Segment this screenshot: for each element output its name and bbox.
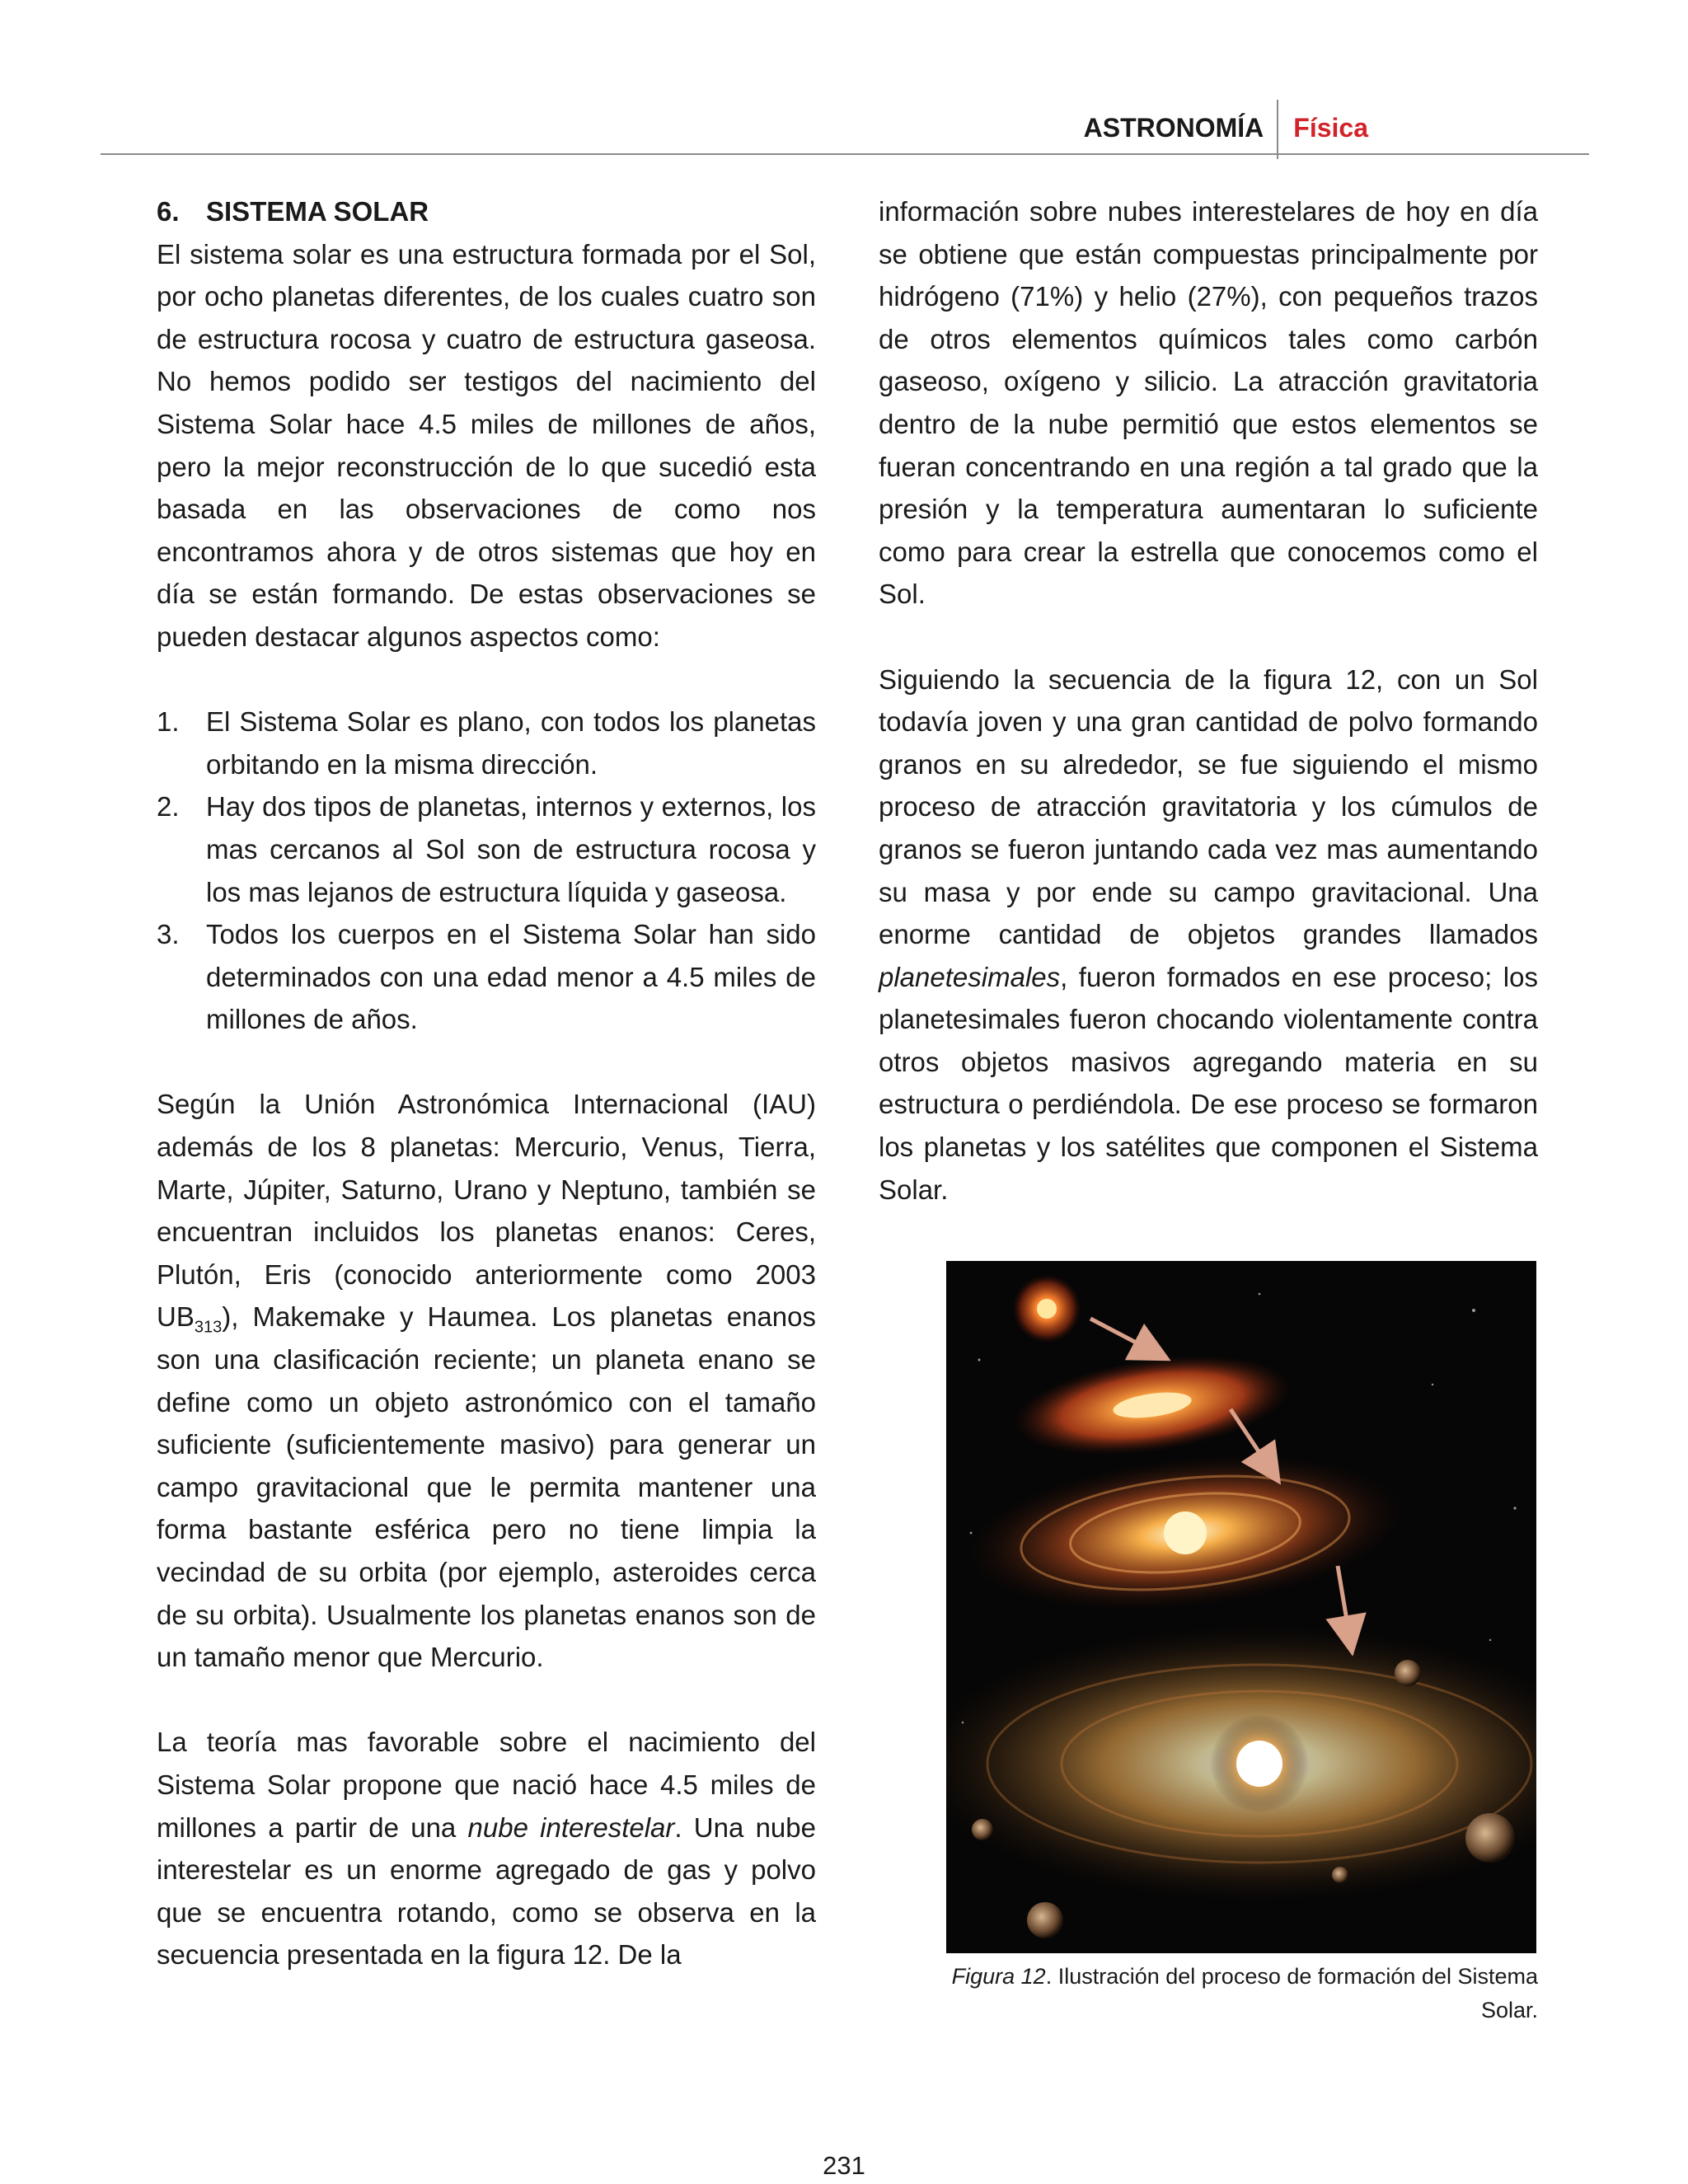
list-item-number: 3. (157, 919, 180, 950)
solar-system-formation-illustration (946, 1261, 1536, 1953)
caption-text: . Ilustración del proceso de formación del Sistema Solar. (1045, 1964, 1538, 2022)
iau-text-1: Según la Unión Astronómica Internacional (IAU) además de los 8 planetas: Mercurio, Venus, Tierra, Marte, Júpiter, Saturno, Urano y Neptuno, también se encuentran incluidos los planetas enanos: Ceres, Plutón, Eris (conocido anteriormente como 2003 UB (157, 1089, 816, 1333)
header-subject: ASTRONOMÍA (1083, 113, 1264, 143)
list-item-number: 2. (157, 791, 180, 823)
section-number: 6. (157, 196, 180, 227)
paragraph-gap (157, 658, 816, 701)
sequence-text-2: , fueron formados en ese proceso; los planetesimales fueron chocando violentamente contra otros objetos masivos agregando materia en su estructura o perdiéndola. De ese proceso se formaron los planetas y los satélites que componen el Sistema Solar. (879, 961, 1538, 1205)
paragraph-gap (879, 616, 1538, 658)
theory-text-1: La teoría mas favorable sobre el nacimiento del Sistema Solar propone que nació hace 4.5 miles de millones a partir de una (157, 1727, 816, 1843)
section-title-text: SISTEMA SOLAR (206, 196, 429, 227)
paragraph-gap (157, 1679, 816, 1722)
sequence-paragraph (879, 658, 1538, 1212)
header-area: Física (1293, 113, 1368, 143)
list-item-number: 1. (157, 706, 180, 738)
list-item (157, 785, 816, 913)
stage-1-cloud (1012, 1274, 1081, 1343)
caption-label: Figura 12 (951, 1964, 1046, 1989)
sequence-emphasis: planetesimales (879, 961, 1061, 992)
list-item-text: Hay dos tipos de planetas, internos y externos, los mas cercanos al Sol son de estructura rocosa y los mas lejanos de estructura líquida y gaseosa. (206, 791, 816, 907)
page-number: 231 (823, 2151, 865, 2180)
page-header (1084, 105, 1368, 150)
theory-text-2: . Una nube interestelar es un enorme agregado de gas y polvo que se encuentra rotando, como se observa en la secuencia presentada en la figura 12. De la (157, 1811, 816, 1971)
right-column (879, 190, 1538, 1211)
header-rule (101, 153, 1589, 155)
cloud-paragraph: información sobre nubes interestelares de hoy en día se obtiene que están compuestas principalmente por hidrógeno (71%) y helio (27%), con pequeños trazos de otros elementos químicos tales como carbón gaseoso, oxígeno y silicio. La atracción gravitatoria dentro de la nube permitió que estos elementos se fueran concentrando en una región a tal grado que la presión y la temperatura aumentaran lo suficiente como para crear la estrella que conocemos como el Sol. (879, 196, 1538, 610)
section-title (157, 190, 816, 233)
list-item-text: Todos los cuerpos en el Sistema Solar han sido determinados con una edad menor a 4.5 miles de millones de años. (206, 919, 816, 1035)
iau-paragraph (157, 1083, 816, 1678)
left-column (157, 190, 816, 1976)
theory-emphasis: nube interestelar (467, 1811, 675, 1843)
paragraph-gap (157, 1041, 816, 1084)
list-item (157, 913, 816, 1041)
illustration-svg (946, 1261, 1536, 1953)
list-item-text: El Sistema Solar es plano, con todos los planetas orbitando en la misma dirección. (206, 706, 816, 780)
aspects-list (157, 701, 816, 1041)
theory-paragraph (157, 1721, 816, 1976)
iau-subscript: 313 (194, 1319, 223, 1338)
sequence-text-1: Siguiendo la secuencia de la figura 12, con un Sol todavía joven y una gran cantidad de polvo formando granos en su alrededor, se fue siguiendo el mismo proceso de atracción gravitatoria y los cúmulos de granos se fueron juntando cada vez mas aumentando su masa y por ende su campo gravitacional. Una enorme cantidad de objetos grandes llamados (879, 663, 1538, 950)
figure-caption (898, 1960, 1538, 2027)
intro-paragraph: El sistema solar es una estructura formada por el Sol, por ocho planetas diferentes, de los cuales cuatro son de estructura rocosa y cuatro de estructura gaseosa. No hemos podido ser testigos del nacimiento del Sistema Solar hace 4.5 miles de millones de años, pero la mejor reconstrucción de lo que sucedió esta basada en las observaciones de como nos encontramos ahora y de otros sistemas que hoy en día se están formando. De estas observaciones se pueden destacar algunos aspectos como: (157, 238, 816, 652)
list-item (157, 701, 816, 785)
iau-text-2: ), Makemake y Haumea. Los planetas enanos son una clasificación reciente; un planeta enano se define como un objeto astronómico con el tamaño suficiente (suficientemente masivo) para generar un campo gravitacional que le permita mantener una forma bastante esférica pero no tiene limpia la vecindad de su orbita (por ejemplo, asteroides cerca de su orbita). Usualmente los planetas enanos son de un tamaño menor que Mercurio. (157, 1301, 816, 1673)
